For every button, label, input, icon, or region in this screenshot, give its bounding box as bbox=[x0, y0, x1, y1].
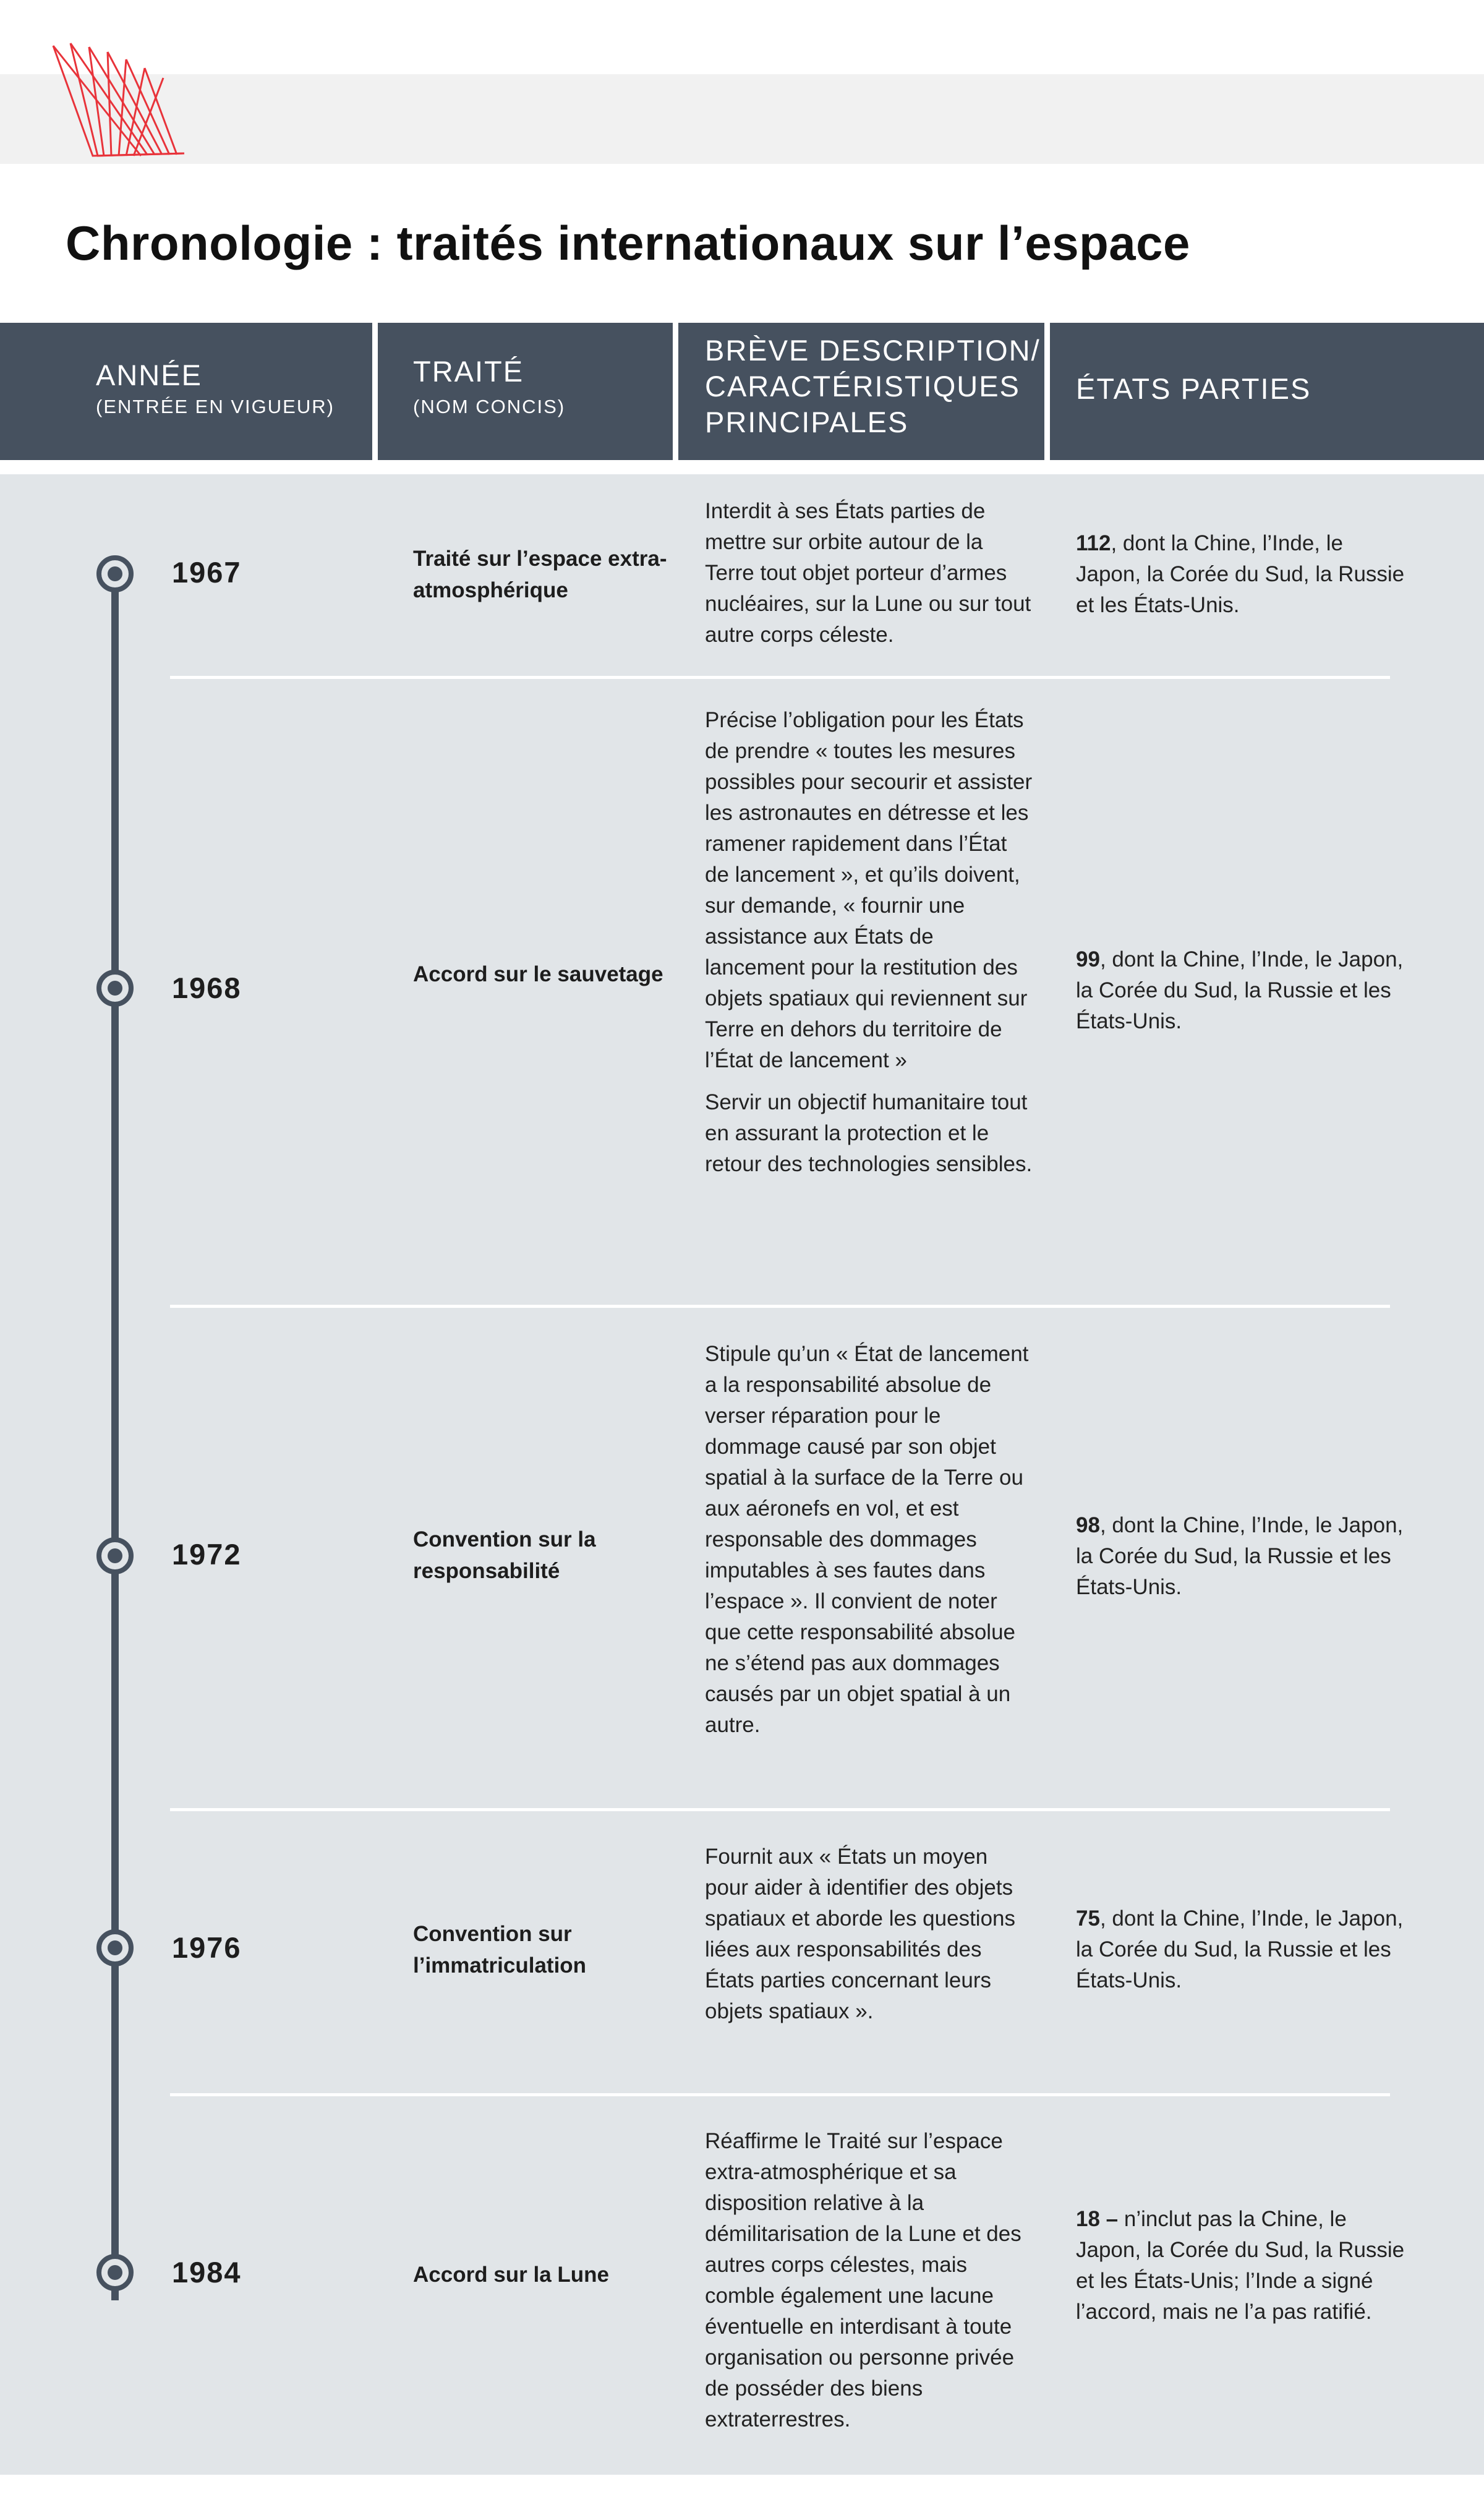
row-year: 1968 bbox=[172, 971, 242, 1004]
column-header-label: TRAITÉ bbox=[413, 355, 524, 388]
column-header-label: BRÈVE DESCRIPTION/ CARACTÉRISTIQUES PRINCIPALES bbox=[705, 334, 1041, 438]
row-treaty: Accord sur le sauvetage bbox=[413, 962, 663, 986]
row-states: 18 – n’inclut pas la Chine, le Japon, la Corée du Sud, la Russie et les États-Unis; l’Inde a signé l’accord, mais ne l’a pas ratifié. bbox=[1076, 2207, 1405, 2324]
column-header-label: ANNÉE bbox=[96, 359, 202, 391]
column-header-treaty bbox=[378, 323, 673, 460]
row-divider bbox=[170, 1305, 1390, 1308]
row-description: Précise l’obligation pour les États de prendre « toutes les mesures possibles pour secourir et assister les astronautes en détresse et les ramener rapidement dans l’État de lancement », et qu’ils doivent, sur demande, « fournir une assistance aux États de lancement pour la restitution des objets spatiaux qui reviennent sur Terre en dehors du territoire de l’État de lancement » Servir un objectif humanitaire tout en assurant la protection et le retour des technologies sensibles. bbox=[705, 708, 1033, 1176]
row-states: 99, dont la Chine, l’Inde, le Japon, la Corée du Sud, la Russie et les États-Unis. bbox=[1076, 947, 1404, 1033]
row-states: 75, dont la Chine, l’Inde, le Japon, la Corée du Sud, la Russie et les États-Unis. bbox=[1076, 1906, 1404, 1992]
row-states: 98, dont la Chine, l’Inde, le Japon, la Corée du Sud, la Russie et les États-Unis. bbox=[1076, 1513, 1404, 1599]
top-band bbox=[0, 74, 1484, 164]
row-treaty: Accord sur la Lune bbox=[413, 2263, 610, 2287]
column-header-year bbox=[0, 323, 372, 460]
timeline-node-icon bbox=[96, 1537, 134, 1574]
row-treaty: Convention sur la responsabilité bbox=[413, 1527, 596, 1583]
row-divider bbox=[170, 676, 1390, 679]
row-description: Réaffirme le Traité sur l’espace extra-atmosphérique et sa disposition relative à la démilitarisation de la Lune et des autres corps célestes, mais comble également une lacune éventuelle en interdisant à toute organisation ou personne privée de posséder des biens extraterrestres. bbox=[705, 2129, 1021, 2431]
timeline-node-icon bbox=[96, 2254, 134, 2291]
row-year: 1967 bbox=[172, 556, 242, 589]
row-divider bbox=[170, 1808, 1390, 1811]
column-header-sub: (ENTRÉE EN VIGUEUR) bbox=[96, 396, 335, 417]
column-header-description bbox=[678, 323, 1044, 460]
row-description: Interdit à ses États parties de mettre sur orbite autour de la Terre tout objet porteur d’armes nucléaires, sur la Lune ou sur tout autre corps céleste. bbox=[705, 499, 1031, 647]
column-header-sub: (NOM CONCIS) bbox=[413, 396, 566, 417]
column-header-states bbox=[1050, 323, 1484, 460]
row-description: Stipule qu’un « État de lancement a la responsabilité absolue de verser réparation pour le dommage causé par son objet spatial à la surface de la Terre ou aux aéronefs en vol, et est responsable des dommages imputables à ses fautes dans l’espace ». Il convient de noter que cette responsabilité absolue ne s’étend pas aux dommages causés par un objet spatial à un autre. bbox=[705, 1342, 1029, 1737]
row-states: 112, dont la Chine, l’Inde, le Japon, la Corée du Sud, la Russie et les États-Unis. bbox=[1076, 531, 1405, 617]
row-year: 1984 bbox=[172, 2256, 242, 2289]
red-line-fan-logo-icon bbox=[48, 38, 190, 162]
row-description: Fournit aux « États un moyen pour aider à identifier des objets spatiaux et aborde les questions liées aux responsabilités des États parties concernant leurs objets spatiaux ». bbox=[705, 1845, 1015, 2023]
column-header-label: ÉTATS PARTIES bbox=[1076, 372, 1311, 405]
row-treaty: Traité sur l’espace extra-atmosphérique bbox=[413, 547, 667, 602]
timeline-node-icon bbox=[96, 555, 134, 592]
timeline-node-icon bbox=[96, 970, 134, 1007]
timeline-line bbox=[111, 569, 119, 2300]
row-year: 1972 bbox=[172, 1538, 242, 1571]
row-divider bbox=[170, 2093, 1390, 2096]
row-year: 1976 bbox=[172, 1931, 242, 1964]
timeline-node-icon bbox=[96, 1929, 134, 1966]
row-treaty: Convention sur l’immatriculation bbox=[413, 1922, 587, 1978]
table-header bbox=[0, 323, 1484, 460]
page-title: Chronologie : traités internationaux sur l’espace bbox=[66, 216, 1190, 270]
